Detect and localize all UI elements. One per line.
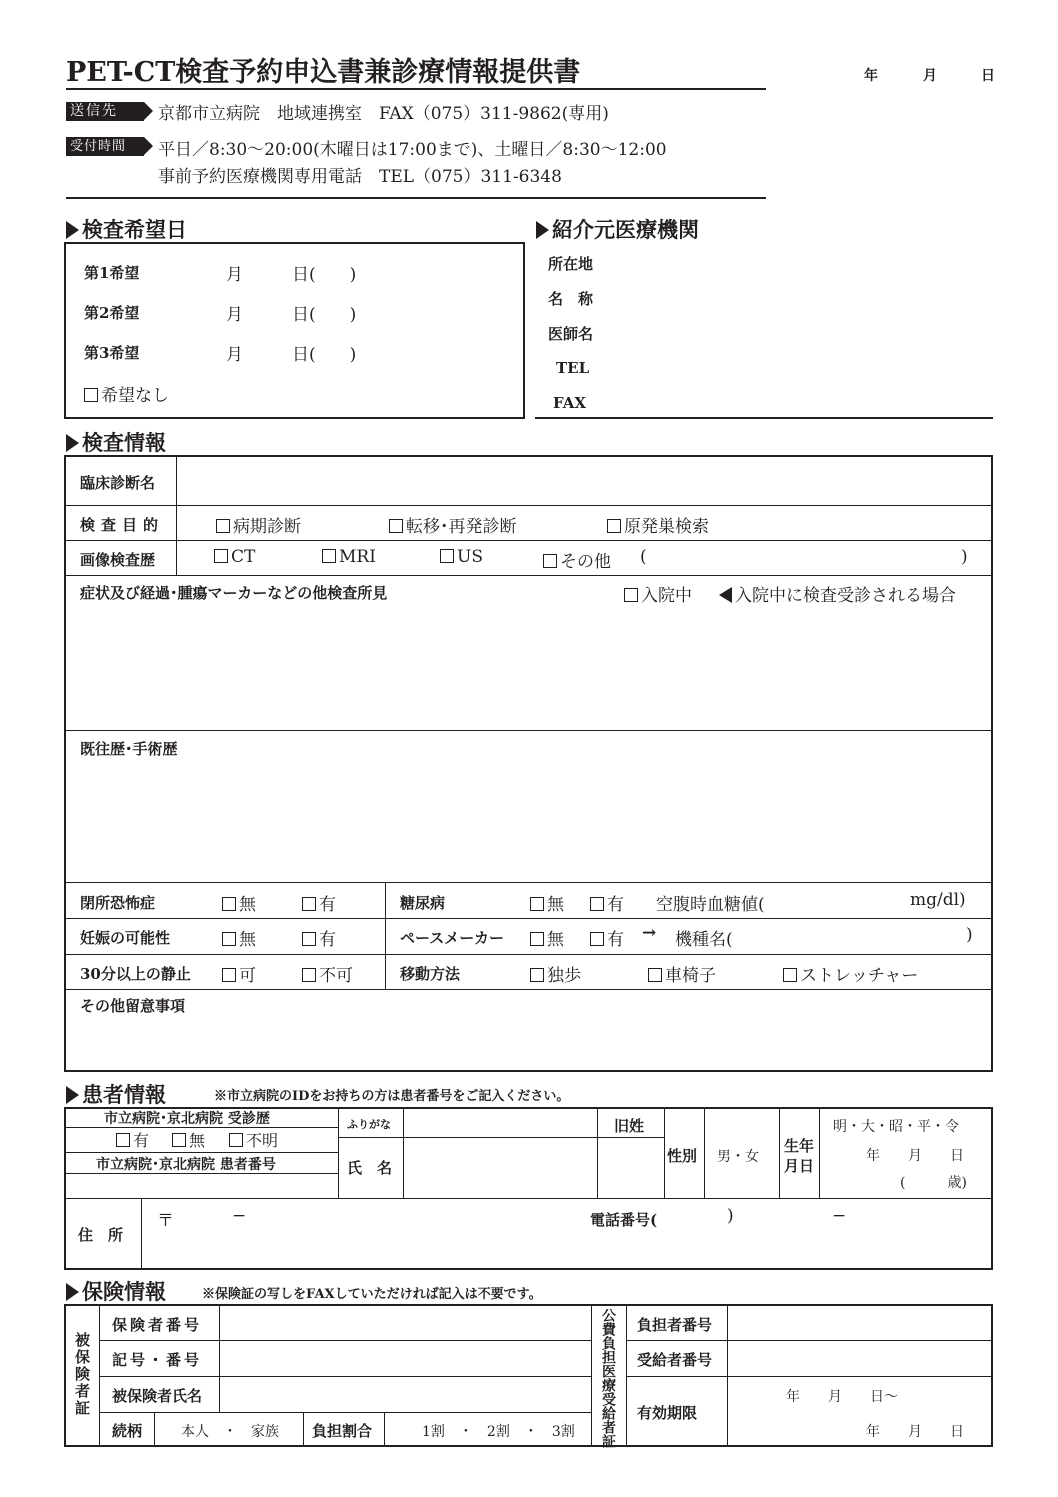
col-divider <box>819 1108 820 1198</box>
imaging-ct-checkbox[interactable]: CT <box>214 547 255 567</box>
patient-number-field[interactable] <box>66 1175 337 1197</box>
validity-from[interactable]: 年 月 日〜 <box>786 1389 898 1405</box>
maiden-name-label: 旧姓 <box>614 1117 645 1135</box>
checkbox-icon[interactable] <box>389 519 403 533</box>
row-divider <box>65 882 992 883</box>
history-label: 既往歴･手術歴 <box>80 740 178 758</box>
copay-label: 負担割合 <box>312 1422 373 1440</box>
col-divider <box>154 1412 155 1446</box>
rest-ok-checkbox[interactable]: 可 <box>222 961 256 986</box>
col-divider <box>779 1108 780 1198</box>
patient-number-label: 市立病院･京北病院 患者番号 <box>96 1157 276 1173</box>
checkbox-icon[interactable] <box>783 968 797 982</box>
row-divider <box>65 1198 992 1199</box>
other-notes-field[interactable] <box>66 1016 991 1070</box>
referrer-fax-label: FAX <box>553 394 587 412</box>
checkbox-icon[interactable] <box>590 897 604 911</box>
row-divider <box>65 575 992 576</box>
row-divider <box>65 989 992 990</box>
checkbox-icon[interactable] <box>222 968 236 982</box>
patient-note: ※市立病院のIDをお持ちの方は患者番号をご記入ください。 <box>214 1089 570 1104</box>
sex-label: 性別 <box>667 1147 698 1165</box>
insurer-number-field[interactable] <box>221 1306 590 1339</box>
choice-1-label: 第1希望 <box>84 264 140 282</box>
other-notes-label: その他留意事項 <box>80 997 186 1015</box>
insured-name-field[interactable] <box>221 1378 590 1411</box>
row-divider <box>100 1412 591 1413</box>
checkbox-icon[interactable] <box>322 549 336 563</box>
checkbox-icon[interactable] <box>302 968 316 982</box>
form-title: PET-CT検査予約申込書兼診療情報提供書 <box>66 57 581 88</box>
era-options[interactable]: 明・大・昭・平・令 <box>833 1119 959 1135</box>
send-tag-arrow-icon <box>144 102 153 120</box>
purpose-metastasis-checkbox[interactable]: 転移･再発診断 <box>389 512 517 537</box>
age-field[interactable]: ( 歳) <box>900 1175 967 1191</box>
claustrophobia-label: 閉所恐怖症 <box>80 894 156 912</box>
referrer-heading: 紹介元医療機関 <box>536 214 699 244</box>
glucose-label: 空腹時血糖値( <box>656 895 765 915</box>
row-divider <box>65 505 992 506</box>
choice-3-label: 第3希望 <box>84 344 140 362</box>
relation-options[interactable]: 本人 ・ 家族 <box>181 1424 279 1440</box>
row-divider <box>65 1152 338 1153</box>
section-arrow-icon <box>66 1283 79 1301</box>
right-arrow-icon: → <box>642 923 657 943</box>
visit-unknown-checkbox[interactable]: 不明 <box>229 1128 278 1151</box>
birth-date[interactable]: 年 月 日 <box>866 1148 964 1164</box>
symptoms-label: 症状及び経過･腫瘍マーカーなどの他検査所見 <box>80 584 388 602</box>
public-expense-card-label: 公費負担医療受給者証 <box>600 1308 616 1448</box>
date-year-label: 年 <box>864 68 878 84</box>
col-divider <box>664 1108 665 1198</box>
postal-dash: − <box>232 1206 247 1226</box>
birth-label-2: 月日 <box>784 1157 815 1175</box>
imaging-mri-checkbox[interactable]: MRI <box>322 547 376 567</box>
col-divider <box>385 883 386 989</box>
glucose-unit: mg/dl) <box>910 890 966 910</box>
recipient-number-label: 受給者番号 <box>637 1351 713 1369</box>
row-divider <box>65 540 992 541</box>
pacemaker-yes-checkbox[interactable]: 有 <box>590 925 624 950</box>
phone-label: 電話番号( <box>590 1211 658 1229</box>
col-divider <box>704 1108 705 1198</box>
checkbox-icon[interactable] <box>214 549 228 563</box>
mobility-stretcher-checkbox[interactable]: ストレッチャー <box>783 961 918 986</box>
inpatient-note: 入院中に検査受診される場合 <box>719 581 956 606</box>
col-divider <box>219 1305 220 1412</box>
col-divider <box>597 1108 598 1198</box>
imaging-other-paren-close: ) <box>961 547 968 567</box>
choice-1-month[interactable]: 月 <box>226 265 243 285</box>
purpose-staging-checkbox[interactable]: 病期診断 <box>216 512 301 537</box>
send-to-text: 京都市立病院 地域連携室 FAX（075）311-9862(専用) <box>158 104 609 124</box>
reservation-phone: 事前予約医療機関専用電話 TEL（075）311-6348 <box>158 167 562 187</box>
payer-number-field[interactable] <box>729 1306 991 1339</box>
exam-info-heading: 検査情報 <box>66 427 166 457</box>
checkbox-icon[interactable] <box>590 932 604 946</box>
birth-label-1: 生年 <box>784 1137 815 1155</box>
furigana-field[interactable] <box>405 1109 596 1136</box>
imaging-label: 画像検査歴 <box>80 551 156 569</box>
rest-not-ok-checkbox[interactable]: 不可 <box>302 961 353 986</box>
row-divider <box>65 730 992 731</box>
history-field[interactable] <box>66 760 991 880</box>
copay-options[interactable]: 1割 ・ 2割 ・ 3割 <box>422 1424 575 1440</box>
referrer-address-label: 所在地 <box>548 255 594 273</box>
no-preference-checkbox[interactable]: 希望なし <box>84 381 169 406</box>
col-divider <box>176 456 177 575</box>
furigana-label: ふりがな <box>347 1118 391 1131</box>
phone-dash: − <box>832 1206 847 1226</box>
referrer-name-label: 名 称 <box>548 290 594 308</box>
purpose-label: 検査目的 <box>80 516 165 534</box>
row-divider <box>100 1376 591 1377</box>
recipient-number-field[interactable] <box>729 1342 991 1375</box>
visit-yes-checkbox[interactable]: 有 <box>116 1128 149 1151</box>
checkbox-icon[interactable] <box>172 1133 186 1147</box>
date-day-label: 日 <box>981 68 995 84</box>
insurance-heading: 保険情報 <box>66 1276 166 1306</box>
col-divider <box>338 1108 339 1198</box>
checkbox-icon[interactable] <box>530 897 544 911</box>
col-divider <box>141 1199 142 1269</box>
purpose-primary-checkbox[interactable]: 原発巣検索 <box>607 512 709 537</box>
choice-3-day[interactable]: 日( ) <box>292 345 357 365</box>
exam-date-heading: 検査希望日 <box>66 214 187 244</box>
section-arrow-icon <box>66 1086 79 1104</box>
col-divider <box>403 1108 404 1198</box>
row-divider <box>65 954 992 955</box>
row-divider <box>65 918 992 919</box>
send-to-tag: 送信先 <box>66 102 144 121</box>
address-field[interactable] <box>143 1228 991 1268</box>
pregnancy-yes-checkbox[interactable]: 有 <box>302 925 336 950</box>
imaging-other-paren-open: ( <box>640 547 647 567</box>
checkbox-icon[interactable] <box>229 1133 243 1147</box>
row-divider <box>627 1376 992 1377</box>
pacemaker-model-close: ) <box>966 925 973 945</box>
mobility-label: 移動方法 <box>400 965 461 983</box>
checkbox-icon[interactable] <box>440 549 454 563</box>
diabetes-yes-checkbox[interactable]: 有 <box>590 890 624 915</box>
imaging-us-checkbox[interactable]: US <box>440 547 483 567</box>
hours-tag-arrow-icon <box>144 137 153 155</box>
pacemaker-no-checkbox[interactable]: 無 <box>530 925 564 950</box>
row-divider <box>627 1340 992 1341</box>
phone-close: ) <box>727 1206 734 1226</box>
inpatient-checkbox[interactable]: 入院中 <box>624 581 692 606</box>
pregnancy-no-checkbox[interactable]: 無 <box>222 925 256 950</box>
section-arrow-icon <box>536 221 549 239</box>
title-underline <box>66 88 766 90</box>
choice-3-month[interactable]: 月 <box>226 345 243 365</box>
validity-label: 有効期限 <box>637 1404 698 1422</box>
claustrophobia-yes-checkbox[interactable]: 有 <box>302 890 336 915</box>
date-month-label: 月 <box>923 68 937 84</box>
section-arrow-icon <box>66 221 79 239</box>
symbol-number-label: 記号・番号 <box>112 1351 203 1369</box>
checkbox-icon[interactable] <box>624 588 638 602</box>
symbol-number-field[interactable] <box>221 1342 590 1375</box>
checkbox-icon[interactable] <box>530 968 544 982</box>
insurer-number-label: 保険者番号 <box>112 1316 203 1334</box>
mobility-walk-checkbox[interactable]: 独歩 <box>530 961 581 986</box>
checkbox-icon[interactable] <box>530 932 544 946</box>
insured-card-label: 被保険者証 <box>73 1332 91 1417</box>
checkbox-icon[interactable] <box>543 554 557 568</box>
checkbox-icon[interactable] <box>648 968 662 982</box>
checkbox-icon[interactable] <box>302 897 316 911</box>
referrer-doctor-label: 医師名 <box>548 325 594 343</box>
sex-options[interactable]: 男・女 <box>717 1149 759 1165</box>
visit-history-label: 市立病院･京北病院 受診歴 <box>104 1111 270 1127</box>
name-field[interactable] <box>405 1139 596 1197</box>
checkbox-icon[interactable] <box>607 519 621 533</box>
diabetes-label: 糖尿病 <box>400 894 446 912</box>
hours-tag: 受付時間 <box>66 137 144 156</box>
row-divider <box>100 1340 591 1341</box>
row-divider <box>338 1137 664 1138</box>
payer-number-label: 負担者番号 <box>637 1316 713 1334</box>
name-label: 氏 名 <box>347 1159 393 1177</box>
visit-no-checkbox[interactable]: 無 <box>172 1128 205 1151</box>
referrer-bottom-rule <box>535 417 993 419</box>
address-label: 住 所 <box>78 1226 124 1244</box>
insured-name-label: 被保険者氏名 <box>112 1387 203 1405</box>
checkbox-icon[interactable] <box>222 932 236 946</box>
rest-label: 30分以上の静止 <box>80 965 191 983</box>
pregnancy-label: 妊娠の可能性 <box>80 929 171 947</box>
col-divider <box>303 1412 304 1446</box>
choice-2-day[interactable]: 日( ) <box>292 305 357 325</box>
choice-1-day[interactable]: 日( ) <box>292 265 357 285</box>
diagnosis-label: 臨床診断名 <box>80 474 156 492</box>
choice-2-label: 第2希望 <box>84 304 140 322</box>
symptoms-field[interactable] <box>66 605 991 728</box>
col-divider <box>591 1305 592 1446</box>
relation-label: 続柄 <box>112 1422 143 1440</box>
insurance-note: ※保険証の写しをFAXしていただければ記入は不要です。 <box>202 1287 542 1302</box>
mobility-wheelchair-checkbox[interactable]: 車椅子 <box>648 961 716 986</box>
choice-2-month[interactable]: 月 <box>226 305 243 325</box>
claustrophobia-no-checkbox[interactable]: 無 <box>222 890 256 915</box>
imaging-other-checkbox[interactable]: その他 <box>543 547 611 572</box>
checkbox-icon[interactable] <box>302 932 316 946</box>
left-arrow-icon <box>719 587 732 603</box>
diabetes-no-checkbox[interactable]: 無 <box>530 890 564 915</box>
validity-to[interactable]: 年 月 日 <box>866 1424 964 1440</box>
checkbox-icon[interactable] <box>116 1133 130 1147</box>
checkbox-icon[interactable] <box>222 897 236 911</box>
hours-text: 平日／8:30〜20:00(木曜日は17:00まで)、土曜日／8:30〜12:00 <box>158 140 667 160</box>
pacemaker-model-label: 機種名( <box>675 930 733 950</box>
section-arrow-icon <box>66 434 79 452</box>
postal-mark: 〒 <box>157 1211 174 1231</box>
pacemaker-label: ペースメーカー <box>400 929 504 947</box>
patient-heading: 患者情報 <box>66 1079 166 1109</box>
checkbox-icon[interactable] <box>84 388 98 402</box>
col-divider <box>384 1412 385 1446</box>
referrer-tel-label: TEL <box>556 359 590 377</box>
header-bottom-rule <box>66 197 766 199</box>
checkbox-icon[interactable] <box>216 519 230 533</box>
